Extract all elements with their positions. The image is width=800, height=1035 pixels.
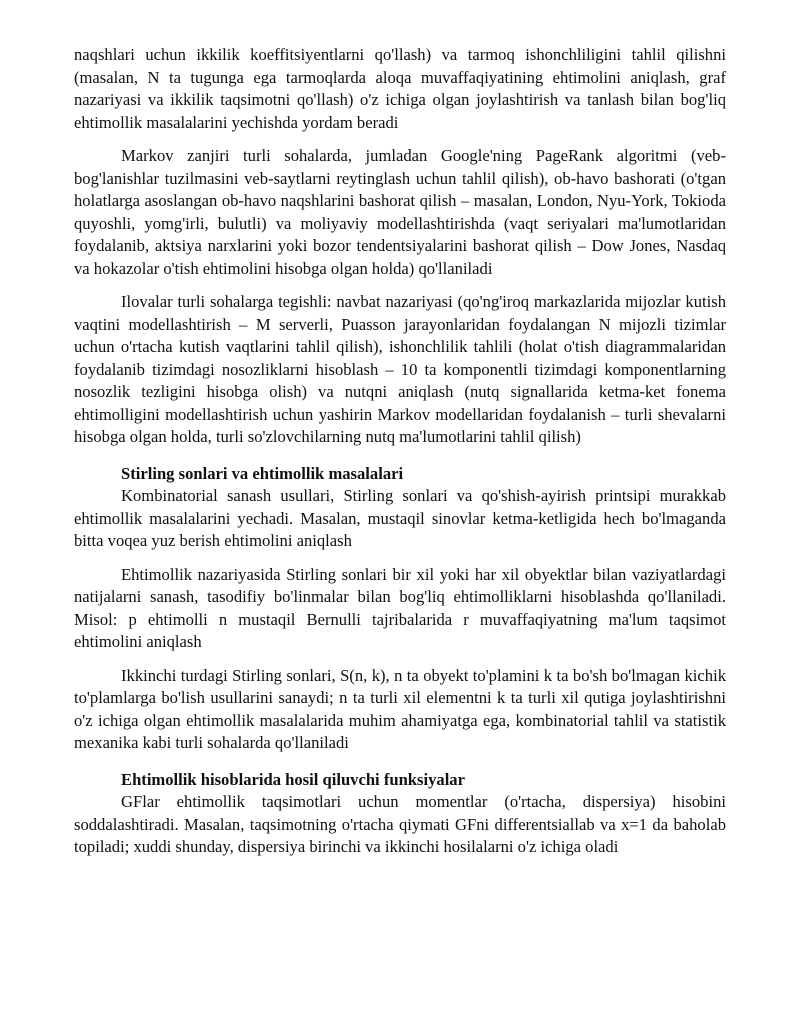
paragraph-generating-functions: GFlar ehtimollik taqsimotlari uchun momentlar (o'rtacha, dispersiya) hisobini soddalashtiradi. Masalan, taqsimotning o'rtacha qiymati GFni differentsiallab va x=1 da baholab topiladi; xuddi shunday, dispersiya birinchi va ikkinchi hosilalarni o'z ichiga oladi: [74, 792, 726, 856]
paragraph-network-reliability: naqshlari uchun ikkilik koeffitsiyentlarni qo'llash) va tarmoq ishonchliligini tahlil qilishni (masalan, N ta tugunga ega tarmoqlarda aloqa muvaffaqiyatining ehtimolini aniqlash, graf nazariyasi va ikkilik taqsimotni qo'llash) o'z ichiga olgan joylashtirish va tanlash bilan bog'liq ehtimollik masalalarini yechishda yordam beradi: [74, 45, 726, 132]
document-page: [74, 44, 726, 870]
paragraph-combinatorial-counting: Kombinatorial sanash usullari, Stirling sonlari va qo'shish-ayirish printsipi murakkab ehtimollik masalalarini yechadi. Masalan, mustaqil sinovlar ketma-ketligida hech bo'lmaganda bitta voqea yuz berish ehtimolini aniqlash: [74, 486, 726, 550]
paragraph-stirling-second-kind: Ikkinchi turdagi Stirling sonlari, S(n, k), n ta obyekt to'plamini k ta bo'sh bo'lmagan kichik to'plamlarga bo'lish usullarini sanaydi; n ta turli xil elementni k ta turli xil qutiga joylashtirishni o'z ichiga olgan ehtimollik masalalarida muhim ahamiyatga ega, kombinatorial tahlil va statistik mexanika kabi turli sohalarda qo'llaniladi: [74, 665, 726, 752]
paragraph-stirling-probability: Ehtimollik nazariyasida Stirling sonlari bir xil yoki har xil obyektlar bilan vaziyatlardagi natijalarni sanash, tasodifiy bo'linmalar bilan bog'liq ehtimolliklarni hisoblashda qo'llaniladi. Misol: p ehtimolli n mustaqil Bernulli tajribalarida r muvaffaqiyatning ma'lum taqsimot ehtimolini aniqlash: [74, 564, 726, 651]
section-heading-stirling: Stirling sonlari va ehtimollik masalalari: [121, 463, 404, 483]
paragraph-markov-chain: Markov zanjiri turli sohalarda, jumladan Google'ning PageRank algoritmi (veb-bog'lanishlar tuzilmasini veb-saytlarni reytinglash uchun tahlil qilish), ob-havo bashorati (o'tgan holatlarga asoslangan ob-havo naqshlarini bashorat qilish – masalan, London, Nyu-York, Tokioda quyoshli, yomg'irli, bulutli) va moliyaviy modellashtirishda (vaqt seriyalari ma'lumotlaridan foydalanib, aktsiya narxlarini yoki bozor tendentsiyalarini bashorat qilish – Dow Jones, Nasdaq va hokazolar o'tish ehtimolini hisobga olgan holda) qo'llaniladi: [74, 146, 726, 278]
paragraph-applications: Ilovalar turli sohalarga tegishli: navbat nazariyasi (qo'ng'iroq markazlarida mijozlar kutish vaqtini modellashtirish – M serverli, Puasson jarayonlaridan foydalangan N mijozli tizimlar uchun o'rtacha kutish vaqtlarini tahlil qilish), ishonchlilik tahlili (holat o'tish diagrammalaridan foydalanib tizimdagi nosozliklarni hisoblash – 10 ta komponentli tizimdagi komponentlarning nosozlik tezligini hisobga olish) va nutqni aniqlash (nutq signallarida ketma-ket fonema ehtimolligini modellashtirish uchun yashirin Markov modellaridan foydalanish – turli shevalarni hisobga olgan holda, turli so'zlovchilarning nutq ma'lumotlarini tahlil qilish): [74, 292, 726, 446]
section-heading-generating-functions: Ehtimollik hisoblarida hosil qiluvchi funksiyalar: [121, 769, 465, 789]
